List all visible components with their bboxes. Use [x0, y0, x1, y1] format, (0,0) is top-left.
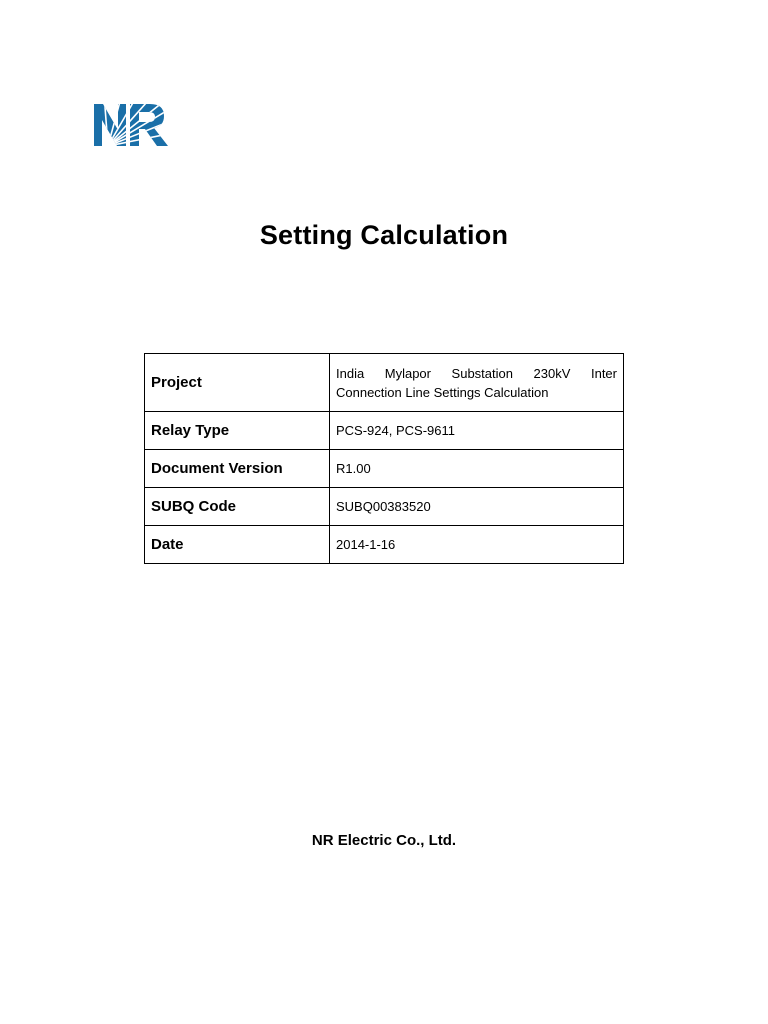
- table-row: [145, 354, 624, 412]
- table-row: [145, 526, 624, 564]
- table-row: [145, 488, 624, 526]
- row-label: Document Version: [145, 450, 330, 488]
- table-row: [145, 412, 624, 450]
- row-value: 2014-1-16: [330, 526, 624, 564]
- row-value: R1.00: [330, 450, 624, 488]
- row-label: SUBQ Code: [145, 488, 330, 526]
- row-label: Relay Type: [145, 412, 330, 450]
- row-value: SUBQ00383520: [330, 488, 624, 526]
- row-value: India Mylapor Substation 230kV Inter Connection Line Settings Calculation: [330, 354, 624, 412]
- page-title: Setting Calculation: [259, 220, 509, 250]
- row-label: Project: [145, 354, 330, 412]
- row-value: PCS-924, PCS-9611: [330, 412, 624, 450]
- company-name: NR Electric Co., Ltd.: [311, 832, 457, 849]
- table-row: [145, 450, 624, 488]
- document-info-table: [144, 353, 624, 564]
- nr-logo-icon: [94, 104, 168, 146]
- row-label: Date: [145, 526, 330, 564]
